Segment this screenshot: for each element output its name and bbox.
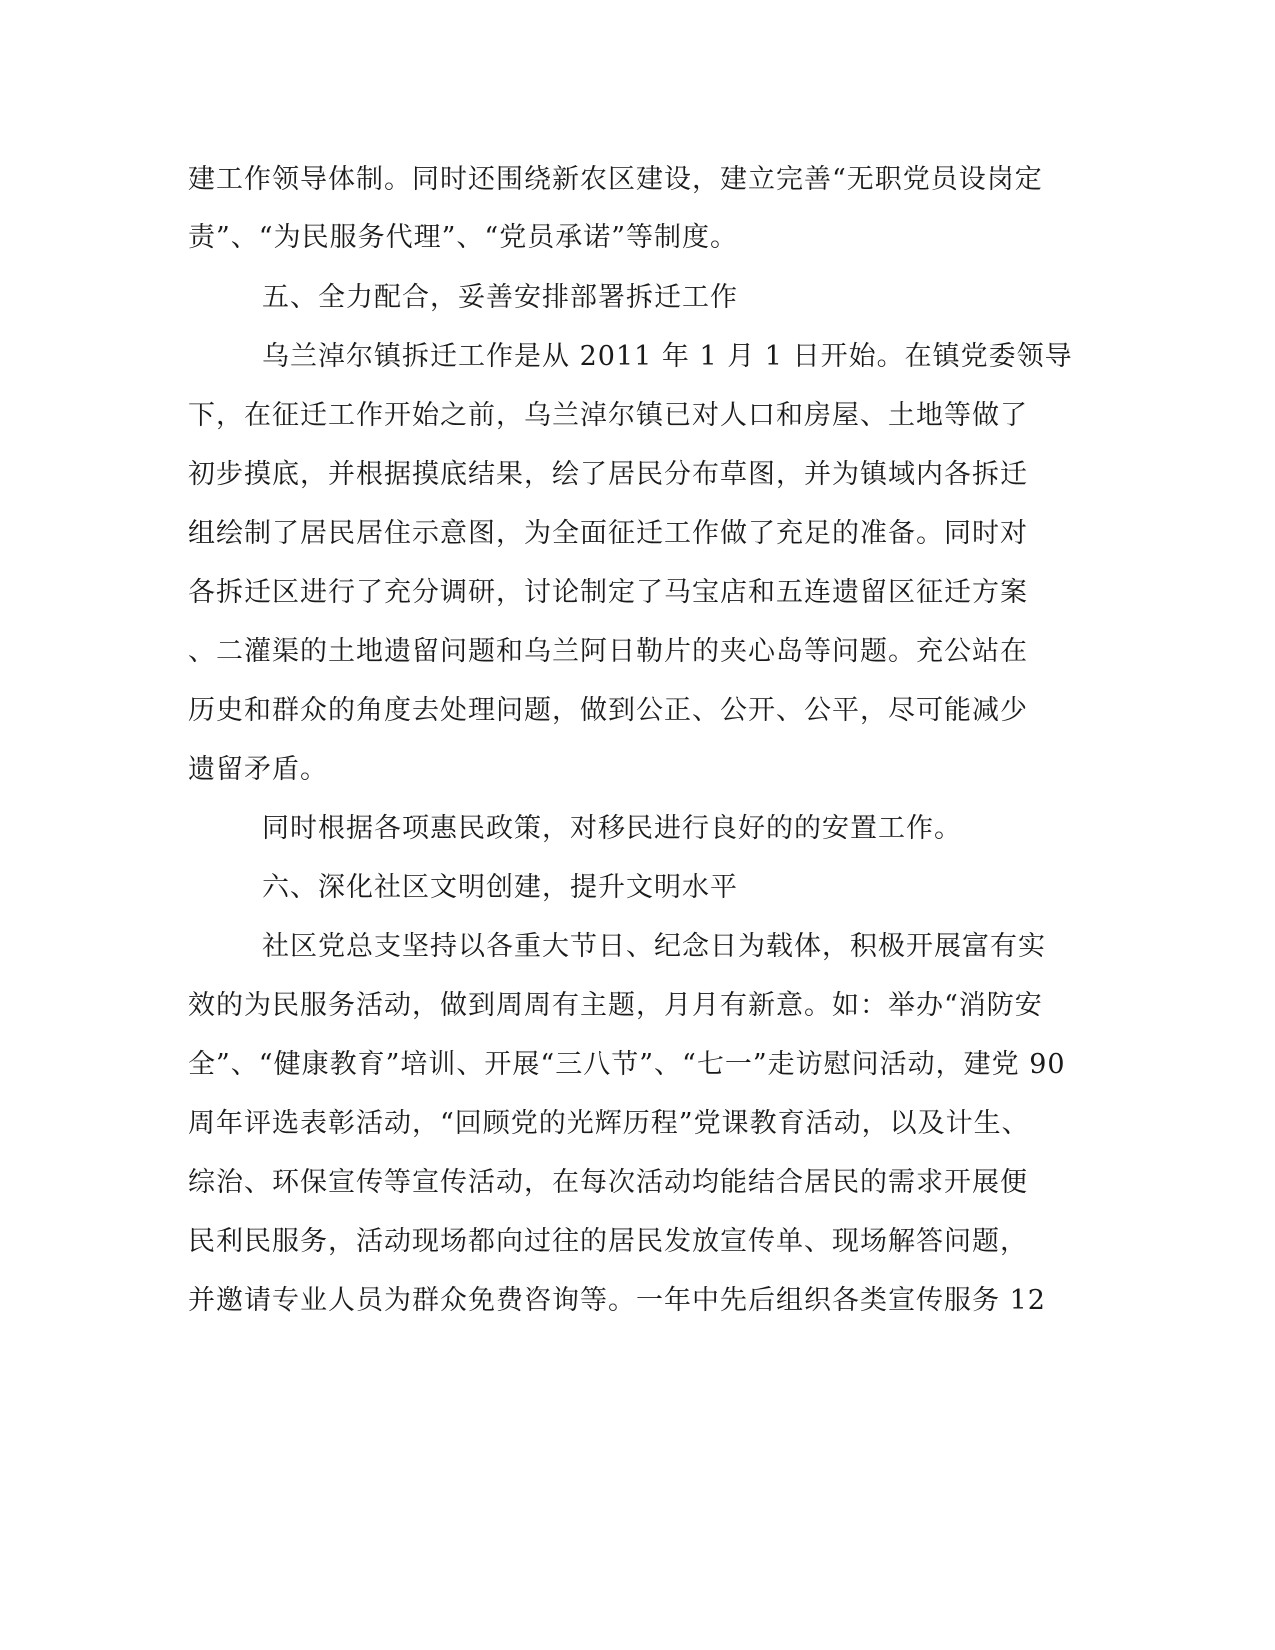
text-line: 下，在征迁工作开始之前，乌兰淖尔镇已对人口和房屋、土地等做了 (188, 400, 1028, 431)
text-line: 全”、“健康教育”培训、开展“三八节”、“七一”走访慰问活动，建党 90 (188, 1049, 1066, 1080)
text-line: 建工作领导体制。同时还围绕新农区建设，建立完善“无职党员设岗定 (188, 164, 1043, 195)
text-line: 历史和群众的角度去处理问题，做到公正、公开、公平，尽可能减少 (188, 695, 1028, 726)
section-heading: 五、全力配合，妥善安排部署拆迁工作 (262, 282, 738, 313)
text-line: 民利民服务，活动现场都向过往的居民发放宣传单、现场解答问题， (188, 1226, 1028, 1257)
text-line: 综治、环保宣传等宣传活动，在每次活动均能结合居民的需求开展便 (188, 1167, 1028, 1198)
text-line: 周年评选表彰活动，“回顾党的光辉历程”党课教育活动，以及计生、 (188, 1108, 1030, 1139)
text-line: 效的为民服务活动，做到周周有主题，月月有新意。如：举办“消防安 (188, 990, 1043, 1021)
section-heading: 六、深化社区文明创建，提升文明水平 (262, 872, 738, 903)
text-line: 、二灌渠的土地遗留问题和乌兰阿日勒片的夹心岛等问题。充公站在 (188, 636, 1028, 667)
text-line: 各拆迁区进行了充分调研，讨论制定了马宝店和五连遗留区征迁方案 (188, 577, 1028, 608)
text-line: 同时根据各项惠民政策，对移民进行良好的的安置工作。 (262, 813, 962, 844)
text-line: 遗留矛盾。 (188, 754, 328, 785)
text-line: 初步摸底，并根据摸底结果，绘了居民分布草图，并为镇域内各拆迁 (188, 459, 1028, 490)
text-line: 社区党总支坚持以各重大节日、纪念日为载体，积极开展富有实 (262, 931, 1046, 962)
text-line: 责”、“为民服务代理”、“党员承诺”等制度。 (188, 222, 739, 253)
text-line: 组绘制了居民居住示意图，为全面征迁工作做了充足的准备。同时对 (188, 518, 1028, 549)
text-line: 乌兰淖尔镇拆迁工作是从 2011 年 1 月 1 日开始。在镇党委领导 (262, 341, 1073, 372)
text-line: 并邀请专业人员为群众免费咨询等。一年中先后组织各类宣传服务 12 (188, 1285, 1046, 1316)
